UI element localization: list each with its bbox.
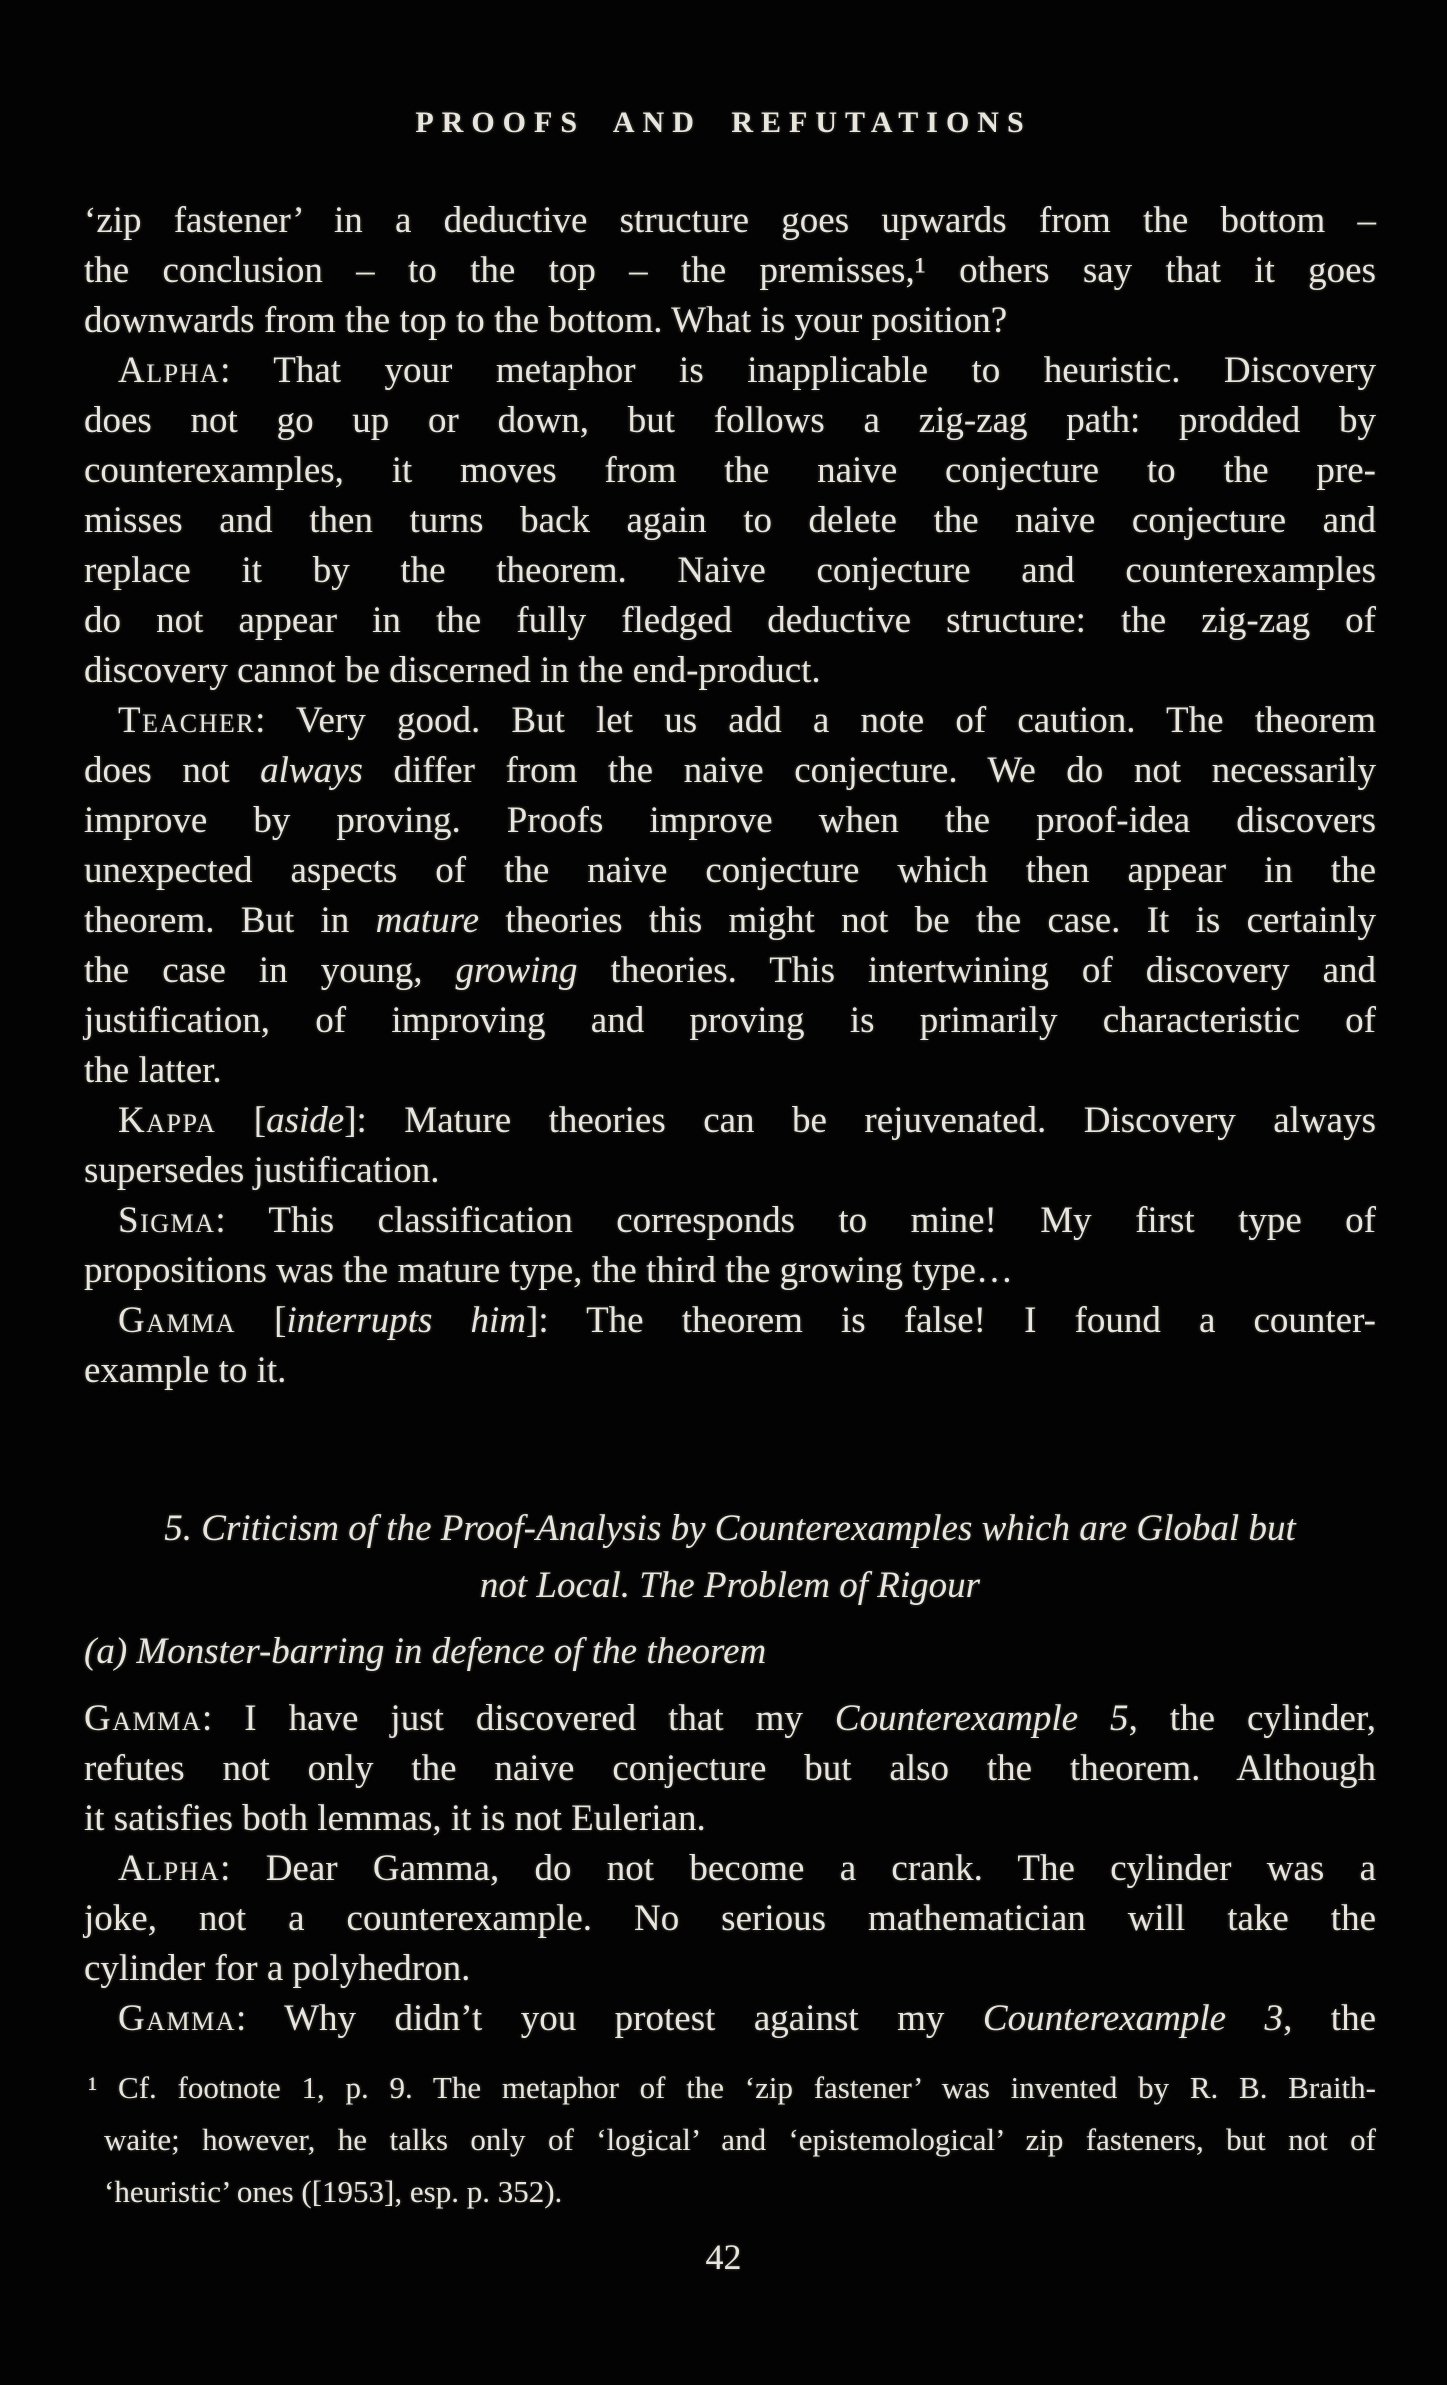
section-heading <box>84 1500 1376 1614</box>
text-line: refutes not only the naive conjecture but also the theorem. Although <box>84 1748 1376 1789</box>
paragraph <box>88 2062 1376 2218</box>
text-line: the latter. <box>84 1050 222 1091</box>
paragraph <box>84 1994 1376 2044</box>
text-line: replace it by the theorem. Naive conjecture and counterexamples <box>84 550 1376 591</box>
paragraph <box>84 1096 1376 1196</box>
speaker-name: Kappa <box>118 1100 217 1141</box>
speaker-name: Alpha <box>118 1848 221 1889</box>
speaker-name: Alpha <box>118 350 221 391</box>
paragraph <box>84 696 1376 1096</box>
text-line: example to it. <box>84 1350 287 1391</box>
footnote <box>88 2062 1376 2218</box>
text-line: Alpha: Dear Gamma, do not become a crank. The cylinder was a <box>118 1848 1376 1889</box>
text-line: discovery cannot be discerned in the end-product. <box>84 650 821 691</box>
text-line: misses and then turns back again to delete the naive conjecture and <box>84 500 1376 541</box>
text-line: ‘zip fastener’ in a deductive structure goes upwards from the bottom – <box>84 200 1376 241</box>
lower-text-block <box>84 1694 1376 2044</box>
running-header: PROOFS AND REFUTATIONS <box>415 106 1032 139</box>
paragraph <box>84 1844 1376 1994</box>
text-line: propositions was the mature type, the third the growing type… <box>84 1250 1013 1291</box>
text-line: the case in young, growing theories. This intertwining of discovery and <box>84 950 1376 991</box>
text-line: Gamma: I have just discovered that my Counterexample 5, the cylinder, <box>84 1698 1376 1739</box>
text-line: joke, not a counterexample. No serious mathematician will take the <box>84 1898 1376 1939</box>
text-line: Gamma [interrupts him]: The theorem is false! I found a counter- <box>118 1300 1376 1341</box>
speaker-name: Gamma <box>118 1998 237 2039</box>
text-line: ‘heuristic’ ones ([1953], esp. p. 352). <box>104 2174 563 2209</box>
paragraph <box>84 196 1376 346</box>
heading-line: not Local. The Problem of Rigour <box>479 1565 981 1606</box>
text-line: Teacher: Very good. But let us add a note of caution. The theorem <box>118 700 1376 741</box>
text-line: do not appear in the fully fledged deductive structure: the zig-zag of <box>84 600 1376 641</box>
speaker-name: Sigma <box>118 1200 216 1241</box>
text-line: Gamma: Why didn’t you protest against my Counterexample 3, the <box>118 1998 1376 2039</box>
text-line: does not go up or down, but follows a zig-zag path: prodded by <box>84 400 1376 441</box>
paragraph <box>84 1196 1376 1296</box>
text-line: theorem. But in mature theories this might not be the case. It is certainly <box>84 900 1376 941</box>
text-line: Kappa [aside]: Mature theories can be rejuvenated. Discovery always <box>118 1100 1376 1141</box>
text-line: does not always differ from the naive conjecture. We do not necessarily <box>84 750 1376 791</box>
text-line: unexpected aspects of the naive conjecture which then appear in the <box>84 850 1376 891</box>
text-line: Sigma: This classification corresponds to mine! My first type of <box>118 1200 1376 1241</box>
heading-line: 5. Criticism of the Proof-Analysis by Counterexamples which are Global but <box>164 1508 1296 1549</box>
speaker-name: Teacher <box>118 700 256 741</box>
text-line: waite; however, he talks only of ‘logical’ and ‘epistemological’ zip fasteners, but not of <box>104 2122 1376 2157</box>
paragraph <box>84 1694 1376 1844</box>
main-text-block <box>84 196 1376 1396</box>
text-line: downwards from the top to the bottom. What is your position? <box>84 300 1008 341</box>
text-line: Alpha: That your metaphor is inapplicable to heuristic. Discovery <box>118 350 1376 391</box>
speaker-name: Gamma <box>118 1300 237 1341</box>
text-line: cylinder for a polyhedron. <box>84 1948 471 1989</box>
text-line: the conclusion – to the top – the premisses,¹ others say that it goes <box>84 250 1376 291</box>
paragraph <box>84 346 1376 696</box>
text-line: it satisfies both lemmas, it is not Eulerian. <box>84 1798 706 1839</box>
text-line: supersedes justification. <box>84 1150 440 1191</box>
paragraph <box>84 1296 1376 1396</box>
text-line: ¹ Cf. footnote 1, p. 9. The metaphor of the ‘zip fastener’ was invented by R. B. Braith- <box>88 2070 1376 2105</box>
text-line: justification, of improving and proving is primarily characteristic of <box>84 1000 1376 1041</box>
speaker-name: Gamma <box>84 1698 203 1739</box>
text-line: improve by proving. Proofs improve when the proof-idea discovers <box>84 800 1376 841</box>
subsection-heading: (a) Monster-barring in defence of the theorem <box>84 1631 767 1672</box>
text-line: counterexamples, it moves from the naive conjecture to the pre- <box>84 450 1376 491</box>
page-number: 42 <box>705 2237 742 2277</box>
